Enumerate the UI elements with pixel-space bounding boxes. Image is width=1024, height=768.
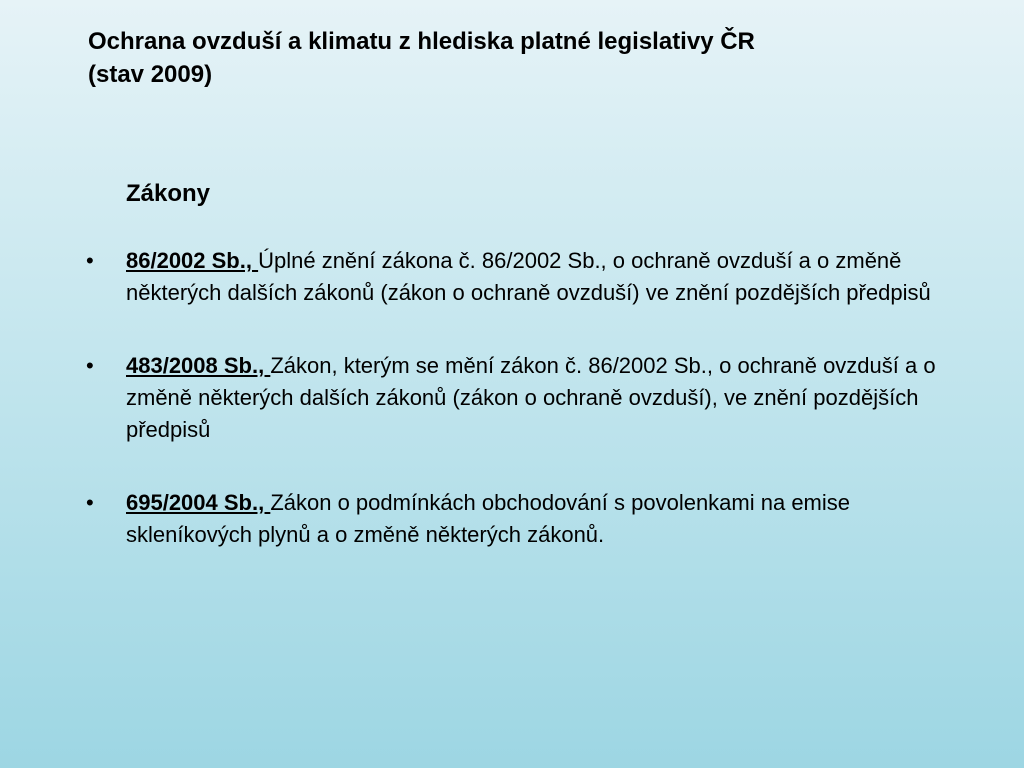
- law-reference-link[interactable]: 86/2002 Sb.,: [126, 248, 259, 273]
- law-reference-link[interactable]: 695/2004 Sb.,: [126, 490, 271, 515]
- law-reference-link[interactable]: 483/2008 Sb.,: [126, 353, 271, 378]
- law-list: [0, 245, 1024, 592]
- slide-title: [88, 25, 968, 91]
- slide-title-line-1: Ochrana ovzduší a klimatu z hlediska platné legislativy ČR: [88, 28, 755, 55]
- bullet-icon: •: [86, 490, 94, 515]
- law-description: Zákon, kterým se mění zákon č. 86/2002 Sb., o ochraně ovzduší a o změně některých dalších zákonů (zákon o ochraně ovzduší), ve znění pozdějších předpisů: [126, 353, 936, 442]
- bullet-icon: •: [86, 353, 94, 378]
- law-description: Úplné znění zákona č. 86/2002 Sb., o ochraně ovzduší a o změně některých dalších zákonů (zákon o ochraně ovzduší) ve znění pozdějších předpisů: [126, 248, 931, 305]
- section-heading: Zákony: [126, 180, 211, 207]
- bullet-icon: •: [86, 248, 94, 273]
- law-description: Zákon o podmínkách obchodování s povolenkami na emise skleníkových plynů a o změně některých zákonů.: [126, 490, 851, 547]
- law-list-item: [0, 487, 1024, 551]
- law-list-item: [0, 245, 1024, 309]
- law-list-item: [0, 350, 1024, 446]
- slide-title-line-2: (stav 2009): [88, 61, 213, 88]
